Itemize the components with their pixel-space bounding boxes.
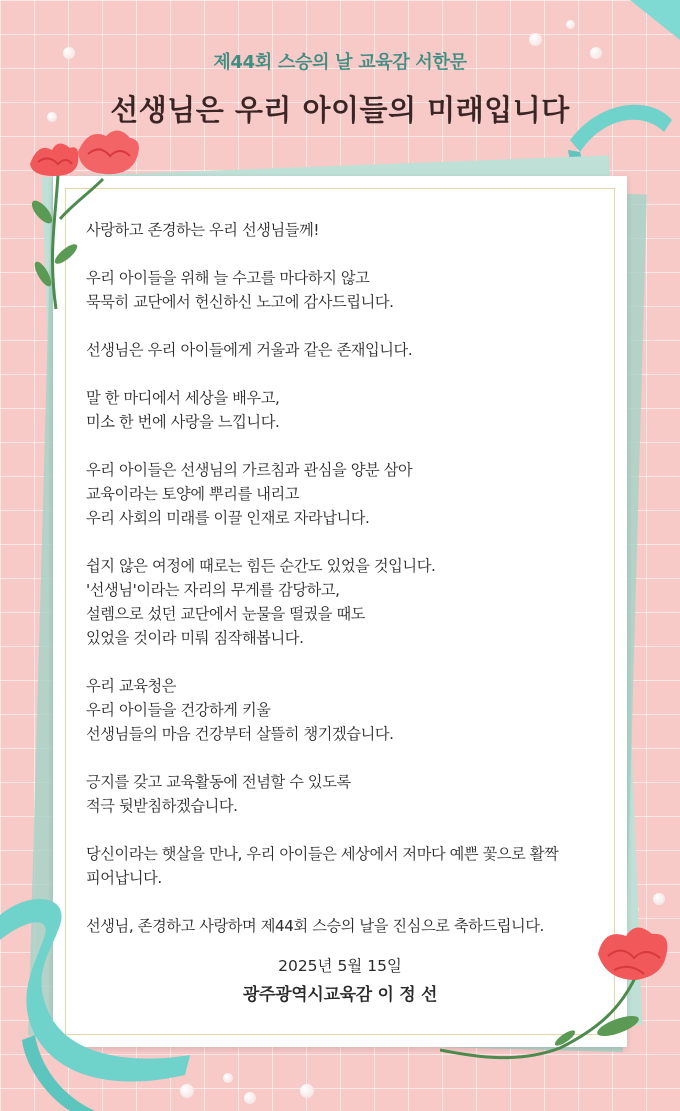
letter-line: 선생님은 우리 아이들에게 거울과 같은 존재입니다.	[86, 341, 413, 359]
letter-line: 우리 아이들을 위해 늘 수고를 마다하지 않고	[86, 269, 370, 287]
letter-line: 사랑하고 존경하는 우리 선생님들께!	[86, 221, 320, 239]
letter-date: 2025년 5월 15일	[278, 957, 402, 975]
letter-line: '선생님'이라는 자리의 무게를 감당하고,	[86, 581, 340, 599]
letter-line: 있었을 것이라 미뤄 짐작해봅니다.	[86, 629, 304, 647]
pearl-icon	[653, 893, 665, 905]
pearl-icon	[529, 33, 542, 46]
pearl-icon	[300, 1084, 314, 1098]
pearl-icon	[223, 1073, 233, 1083]
letter-paragraph	[86, 338, 606, 362]
carnation-icon	[440, 918, 680, 1068]
letter-paragraph	[86, 266, 606, 314]
letter-subtitle: 제44회 스승의 날 교육감 서한문	[213, 52, 467, 73]
letter-paragraph	[86, 770, 606, 818]
letter-line: 선생님들의 마음 건강부터 살뜰히 챙기겠습니다.	[86, 725, 394, 743]
letter-line: 미소 한 번에 사랑을 느낍니다.	[86, 413, 280, 431]
letter-line: 묵묵히 교단에서 헌신하신 노고에 감사드립니다.	[86, 293, 394, 311]
letter-line: 우리 사회의 미래를 이끌 인재로 자라납니다.	[86, 509, 370, 527]
letter-line: 쉽지 않은 여정에 때로는 힘든 순간도 있었을 것입니다.	[86, 557, 436, 575]
letter-line: 당신이라는 햇살을 만나, 우리 아이들은 세상에서 저마다 예쁜 꽃으로 활짝	[86, 845, 559, 863]
pearl-icon	[244, 1092, 256, 1104]
letter-line: 말 한 마디에서 세상을 배우고,	[86, 389, 280, 407]
letter-paragraph	[86, 218, 606, 242]
letter-paragraph	[86, 458, 606, 530]
letter-body	[86, 218, 606, 962]
letter-line: 우리 교육청은	[86, 677, 177, 695]
letter-line: 긍지를 갖고 교육활동에 전념할 수 있도록	[86, 773, 351, 791]
ribbon-icon	[0, 895, 200, 1111]
letter-line: 선생님, 존경하고 사랑하며 제44회 스승의 날을 진심으로 축하드립니다.	[86, 917, 544, 935]
letter-line: 피어납니다.	[86, 869, 162, 887]
letter-paragraph	[86, 674, 606, 746]
letter-signature: 광주광역시교육감 이 정 선	[242, 985, 438, 1005]
letter-paragraph	[86, 842, 606, 890]
letter-header	[0, 48, 680, 129]
letter-paragraph	[86, 386, 606, 434]
letter-paragraph	[86, 554, 606, 650]
letter-title: 선생님은 우리 아이들의 미래입니다	[110, 93, 570, 127]
letter-line: 적극 뒷받침하겠습니다.	[86, 797, 238, 815]
letter-line: 설렘으로 섰던 교단에서 눈물을 떨궜을 때도	[86, 605, 366, 623]
letter-line: 교육이라는 토양에 뿌리를 내리고	[86, 485, 300, 503]
carnation-icon	[18, 124, 148, 314]
letter-line: 우리 아이들을 건강하게 키울	[86, 701, 271, 719]
letter-line: 우리 아이들은 선생님의 가르침과 관심을 양분 삼아	[86, 461, 413, 479]
